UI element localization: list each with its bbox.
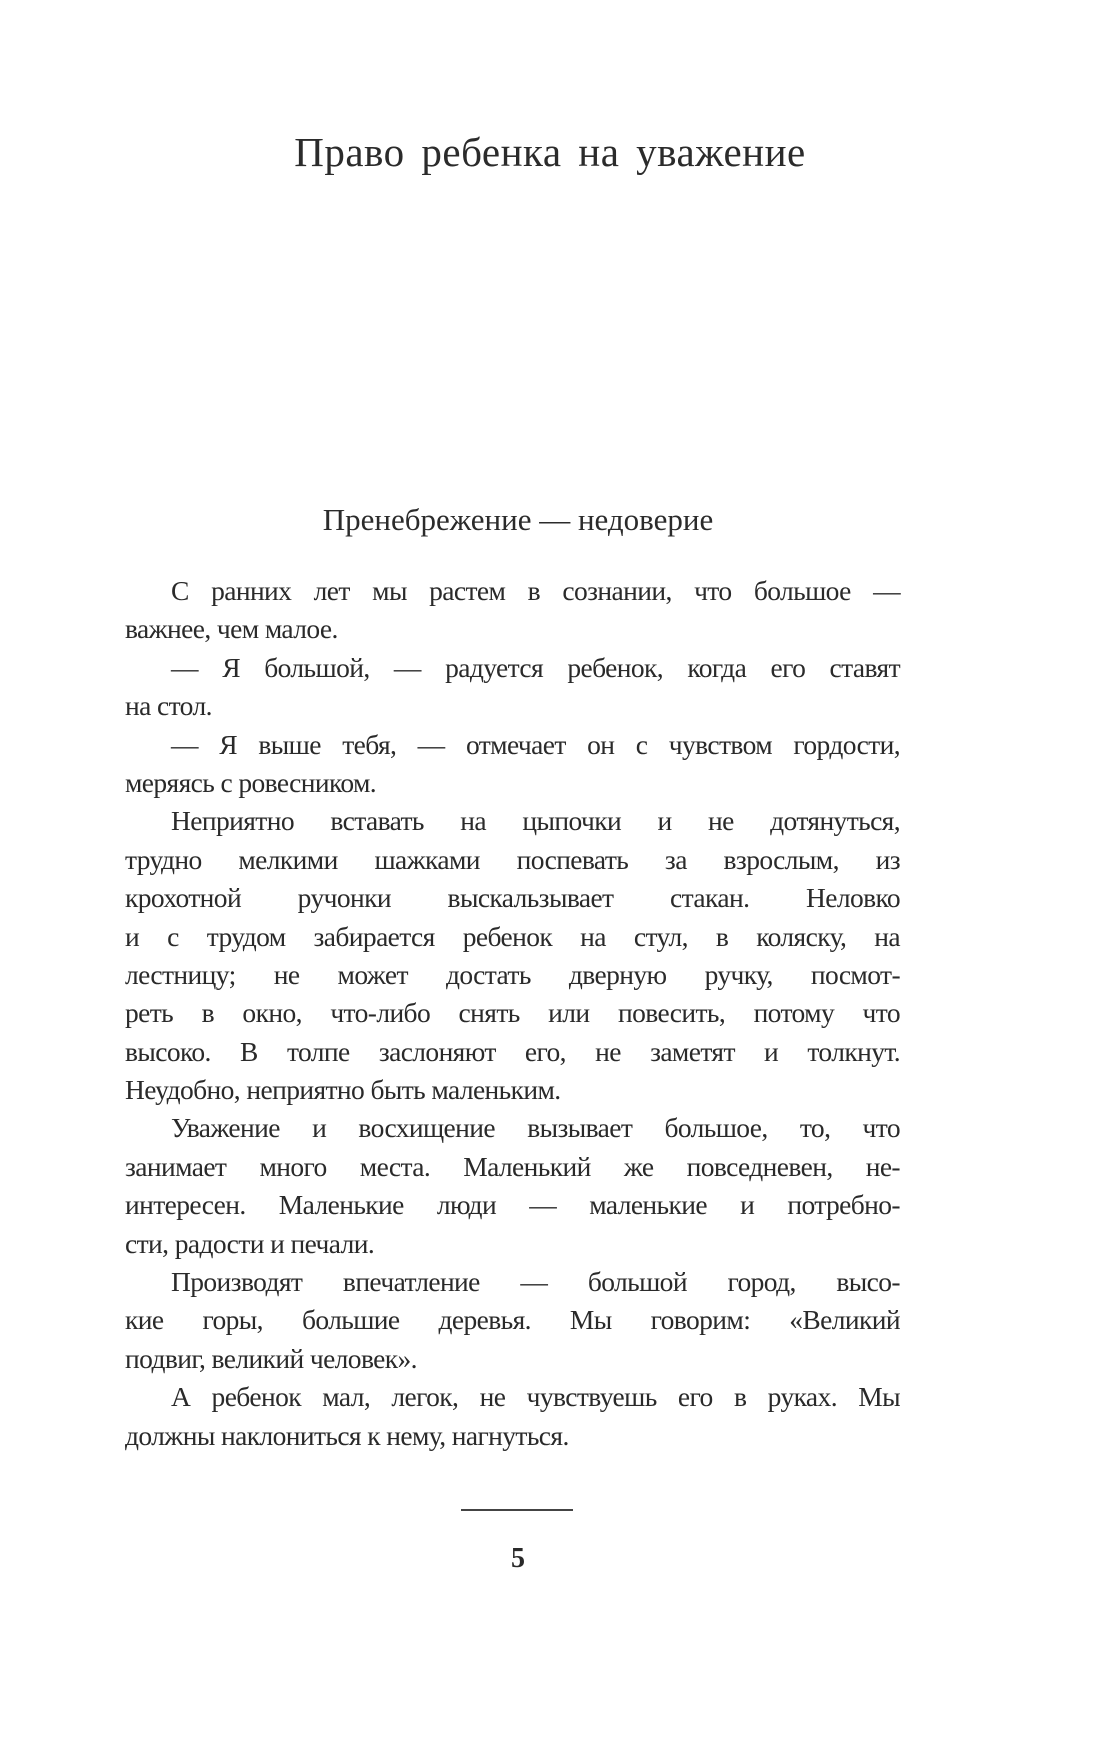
chapter-title: Право ребенка на уважение bbox=[294, 129, 806, 175]
section-title: Пренебрежение — недоверие bbox=[322, 502, 714, 537]
body-text bbox=[125, 572, 900, 1455]
text-line: реть в окно, что-либо снять или повесить, потому что bbox=[125, 997, 900, 1029]
text-line: Неприятно вставать на цыпочки и не дотянуться, bbox=[171, 805, 900, 837]
text-line: должны наклониться к нему, нагнуться. bbox=[125, 1419, 569, 1451]
text-line: А ребенок мал, легок, не чувствуешь его в руках. Мы bbox=[171, 1381, 900, 1413]
text-line: и с трудом забирается ребенок на стул, в коляску, на bbox=[125, 920, 900, 952]
text-line: — Я большой, — радуется ребенок, когда его ставят bbox=[171, 651, 900, 683]
text-line: Неудобно, неприятно быть маленьким. bbox=[125, 1074, 561, 1106]
text-line: кие горы, большие деревья. Мы говорим: «Великий bbox=[125, 1304, 900, 1336]
text-line: С ранних лет мы растем в сознании, что большое — bbox=[171, 575, 900, 606]
text-line: важнее, чем малое. bbox=[125, 613, 338, 645]
text-line: — Я выше тебя, — отмечает он с чувством гордости, bbox=[171, 728, 900, 760]
text-line: крохотной ручонки выскальзывает стакан. Неловко bbox=[125, 882, 900, 914]
text-line: интересен. Маленькие люди — маленькие и потребно- bbox=[125, 1189, 900, 1221]
text-line: сти, радости и печали. bbox=[125, 1227, 375, 1259]
text-line: Производят впечатление — большой город, высо- bbox=[171, 1266, 900, 1298]
page-number: 5 bbox=[511, 1543, 525, 1574]
text-line: меряясь с ровесником. bbox=[125, 766, 377, 798]
text-line: занимает много места. Маленький же повседневен, не- bbox=[125, 1150, 900, 1182]
text-line: подвиг, великий человек». bbox=[125, 1342, 417, 1374]
text-line: лестницу; не может достать дверную ручку, посмот- bbox=[125, 958, 900, 990]
footer-divider bbox=[461, 1509, 573, 1511]
text-line: трудно мелкими шажками поспевать за взрослым, из bbox=[125, 843, 900, 875]
text-line: Уважение и восхищение вызывает большое, то, что bbox=[171, 1112, 900, 1144]
text-line: высоко. В толпе заслоняют его, не заметят и толкнут. bbox=[125, 1035, 900, 1067]
text-line: на стол. bbox=[125, 690, 212, 722]
